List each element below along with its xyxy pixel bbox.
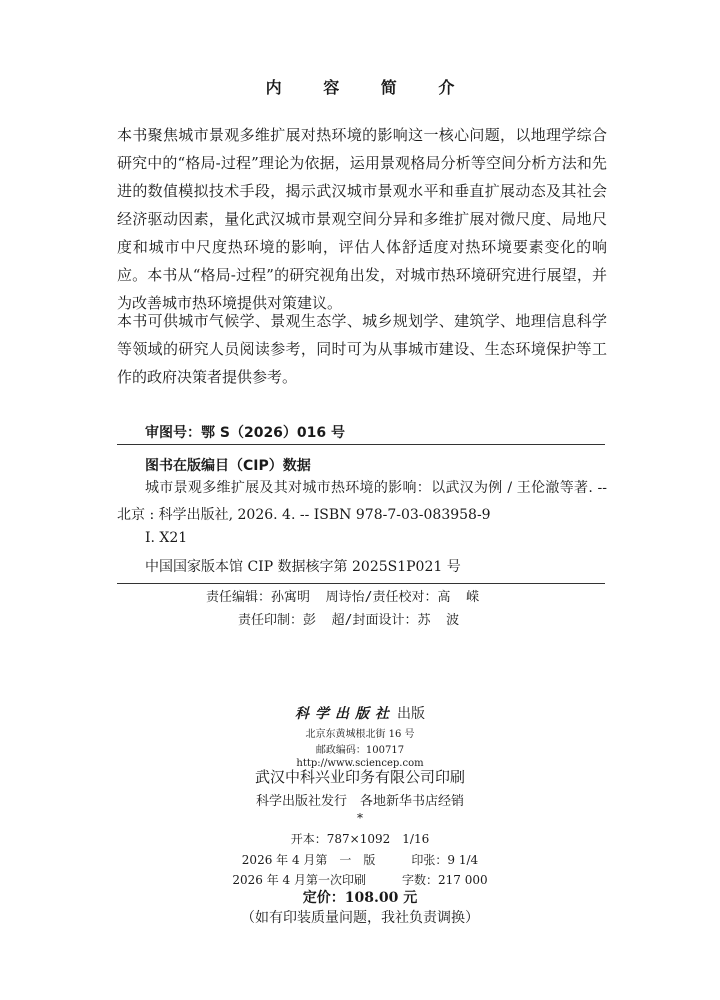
cip-approval-number: 中国国家版本馆 CIP 数据核字第 2025S1P021 号 — [145, 559, 461, 575]
price: 定价：108.00 元 — [302, 890, 418, 906]
printer: 武汉中科兴业印务有限公司印刷 — [254, 768, 465, 786]
divider-top — [117, 444, 605, 445]
separator-star: * — [357, 811, 363, 825]
distribution: 科学出版社发行 各地新华书店经销 — [255, 794, 464, 809]
cip-classification: I. X21 — [145, 530, 188, 546]
publisher-logo: 科学出版社 — [295, 706, 395, 722]
printing-info: 2026 年 4 月第一次印刷 字数：217 000 — [232, 873, 488, 887]
book-format: 开本：787×1092 1/16 — [290, 832, 430, 846]
intro-paragraph-2: 本书可供城市气候学、景观生态学、城乡规划学、建筑学、地理信息科学等领域的研究人员阅读参考，同时可为从事城市建设、生态环境保护等工作的政府决策者提供参考。 — [117, 312, 607, 386]
cip-entry: 城市景观多维扩展及其对城市热环境的影响：以武汉为例 / 王伦澈等著. -- 北京 : 科学出版社, 2026. 4. -- ISBN 978-7-03-083958-9 — [117, 480, 607, 523]
intro-paragraph-1: 本书聚焦城市景观多维扩展对热环境的影响这一核心问题，以地理学综合研究中的“格局-过程”理论为依据，运用景观格局分析等空间分析方法和先进的数值模拟技术手段，揭示武汉城市景观水平和垂直扩展动态及其社会经济驱动因素，量化武汉城市景观空间分异和多维扩展对微尺度、局地尺度和城市中尺度热环境的影响，评估人体舒适度对热环境要素变化的响应。本书从“格局-过程”的研究视角出发，对城市热环境研究进行展望，并为改善城市热环境提供对策建议。 — [117, 126, 607, 312]
page-title: 内 容 简 介 — [265, 78, 473, 97]
publisher-line — [0, 703, 720, 723]
publisher-postcode: 邮政编码：100717 — [315, 745, 405, 756]
publisher-website: http://www.sciencep.com — [296, 758, 424, 769]
quality-notice: （如有印装质量问题，我社负责调换） — [241, 910, 479, 926]
publisher-address: 北京东黄城根北街 16 号 — [305, 729, 415, 740]
map-review-number: 审图号：鄂 S（2026）016 号 — [145, 425, 346, 441]
staff-production: 责任印制：彭 超/封面设计：苏 波 — [238, 613, 460, 628]
cip-heading: 图书在版编目（CIP）数据 — [145, 458, 311, 474]
edition-info: 2026 年 4 月第 一 版 印张：9 1/4 — [241, 853, 479, 867]
staff-editors: 责任编辑：孙寓明 周诗怡/责任校对：高 嵘 — [206, 590, 480, 605]
publisher-suffix: 出版 — [397, 706, 425, 722]
divider-bottom — [117, 583, 605, 584]
